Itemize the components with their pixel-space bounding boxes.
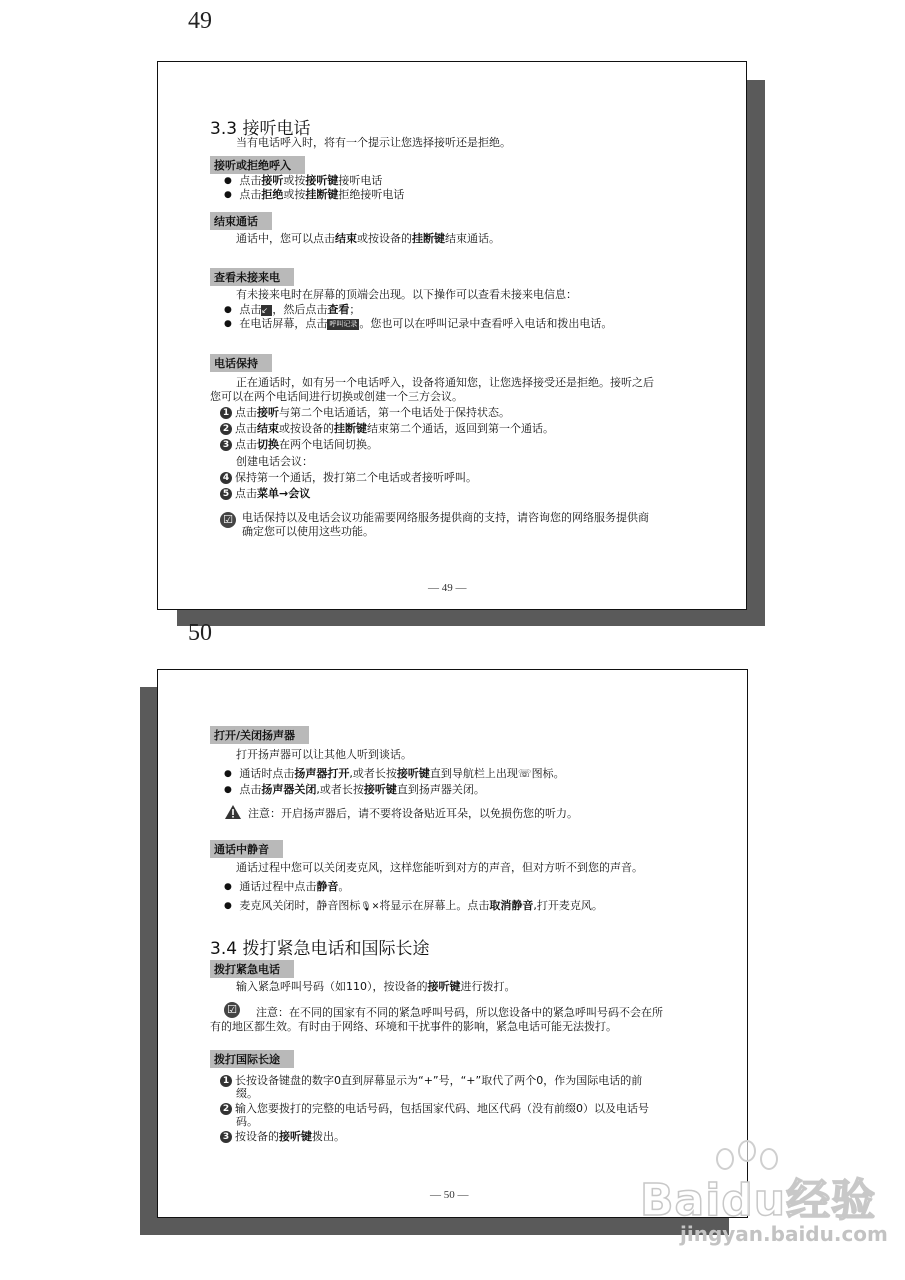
page-footer: — 49 — [428, 582, 467, 594]
list-item: ● 点击扬声器关闭,或者长按接听键直到扬声器关闭。 [224, 783, 485, 798]
step-item-continued: 码。 [236, 1115, 258, 1128]
step-item: 2 输入您要拨打的完整的电话号码，包括国家代码、地区代码（没有前缀0）以及电话号 [220, 1102, 649, 1116]
section-header: 拨打国际长途 [210, 1050, 294, 1068]
body-text: 通话中，您可以点击结束或按设备的挂断键结束通话。 [236, 232, 500, 245]
step-item: 4 保持第一个通话，拨打第二个电话或者接听呼叫。 [220, 471, 477, 485]
section-header: 电话保持 [210, 354, 272, 372]
list-item: ● 通话过程中点击静音。 [224, 880, 349, 895]
step-item: 1 点击接听与第二个电话通话，第一个电话处于保持状态。 [220, 406, 510, 420]
note-text: 有的地区都生效。有时由于网络、环境和干扰事件的影响，紧急电话可能无法拨打。 [210, 1020, 617, 1033]
section-title: 3.4 拨打紧急电话和国际长途 [210, 939, 430, 959]
speaker-phone-icon: ☏ [517, 767, 532, 780]
step-item-continued: 缀。 [236, 1087, 258, 1100]
section-title: 3.3 接听电话 [210, 119, 311, 139]
watermark-url: jingyan.baidu.com [680, 1222, 888, 1246]
page-number-49: 49 [188, 8, 212, 34]
section-header: 结束通话 [210, 212, 272, 230]
page-number-50: 50 [188, 620, 212, 646]
step-item: 3 按设备的接听键拨出。 [220, 1130, 345, 1144]
note-icon: ☑ [224, 999, 240, 1018]
list-item: ● 通话时点击扬声器打开,或者长按接听键直到导航栏上出现☏图标。 [224, 767, 565, 782]
step-item: 2 点击结束或按设备的挂断键结束第二个通话，返回到第一个通话。 [220, 422, 554, 436]
step-item: 3 点击切换在两个电话间切换。 [220, 438, 378, 452]
mute-mic-icon: 🎙✕ [360, 902, 380, 912]
step-item: 1 长按设备键盘的数字0直到屏幕显示为“+”号，“+”取代了两个0，作为国际电话的前 [220, 1074, 642, 1088]
watermark-logo: Baidu经验 [640, 1175, 877, 1226]
step-number-icon: 2 [220, 1103, 232, 1115]
section-header: 通话中静音 [210, 840, 283, 858]
page-footer: — 50 — [430, 1189, 469, 1201]
list-item: ● 点击↙ ，然后点击查看； [224, 303, 360, 318]
list-item: ● 麦克风关闭时，静音图标🎙✕将显示在屏幕上。点击取消静音,打开麦克风。 [224, 899, 603, 914]
list-item: ● 点击拒绝或按挂断键拒绝接听电话 [224, 188, 404, 203]
body-text: 输入紧急呼叫号码（如110），按设备的接听键进行拨打。 [236, 980, 516, 993]
body-text: 正在通话时，如有另一个电话呼入，设备将通知您，让您选择接受还是拒绝。接听之后 [236, 376, 654, 389]
missed-call-icon: ↙ [261, 305, 272, 316]
intro-text: 当有电话呼入时，将有一个提示让您选择接听还是拒绝。 [236, 136, 511, 149]
warning-icon [224, 804, 242, 824]
note-icon: ☑ [220, 509, 236, 528]
manual-page-49 [157, 61, 747, 610]
step-number-icon: 3 [220, 1131, 232, 1143]
step-item: 5 点击菜单→会议 [220, 487, 310, 501]
note-text: 确定您可以使用这些功能。 [242, 525, 374, 538]
body-text: 打开扬声器可以让其他人听到谈话。 [236, 748, 412, 761]
step-number-icon: 5 [220, 488, 232, 500]
body-text: 创建电话会议： [236, 455, 313, 468]
section-header: 接听或拒绝呼入 [210, 156, 305, 174]
body-text: 有未接来电时在屏幕的顶端会出现。以下操作可以查看未接来电信息： [236, 288, 577, 301]
step-number-icon: 1 [220, 407, 232, 419]
body-text: 您可以在两个电话间进行切换或创建一个三方会议。 [210, 390, 463, 403]
step-number-icon: 1 [220, 1075, 232, 1087]
warning-text: 注意：开启扬声器后，请不要将设备贴近耳朵，以免损伤您的听力。 [248, 807, 578, 820]
step-number-icon: 3 [220, 439, 232, 451]
manual-page-50 [157, 669, 748, 1218]
body-text: 通话过程中您可以关闭麦克风，这样您能听到对方的声音，但对方听不到您的声音。 [236, 861, 643, 874]
note-text: 注意：在不同的国家有不同的紧急呼叫号码，所以您设备中的紧急呼叫号码不会在所 [256, 1006, 663, 1019]
call-log-button-icon: 呼叫记录 [329, 319, 358, 328]
list-item: ● 点击接听或按接听键接听电话 [224, 174, 382, 189]
list-item: ● 在电话屏幕，点击 呼叫记录 。您也可以在呼叫记录中查看呼入电话和拨出电话。 [224, 317, 612, 332]
step-number-icon: 2 [220, 423, 232, 435]
step-number-icon: 4 [220, 472, 232, 484]
section-header: 查看未接来电 [210, 268, 294, 286]
section-header: 拨打紧急电话 [210, 960, 294, 978]
note-text: 电话保持以及电话会议功能需要网络服务提供商的支持，请咨询您的网络服务提供商 [242, 511, 649, 524]
watermark-paw-icon [738, 1140, 756, 1162]
section-header: 打开/关闭扬声器 [210, 726, 309, 744]
